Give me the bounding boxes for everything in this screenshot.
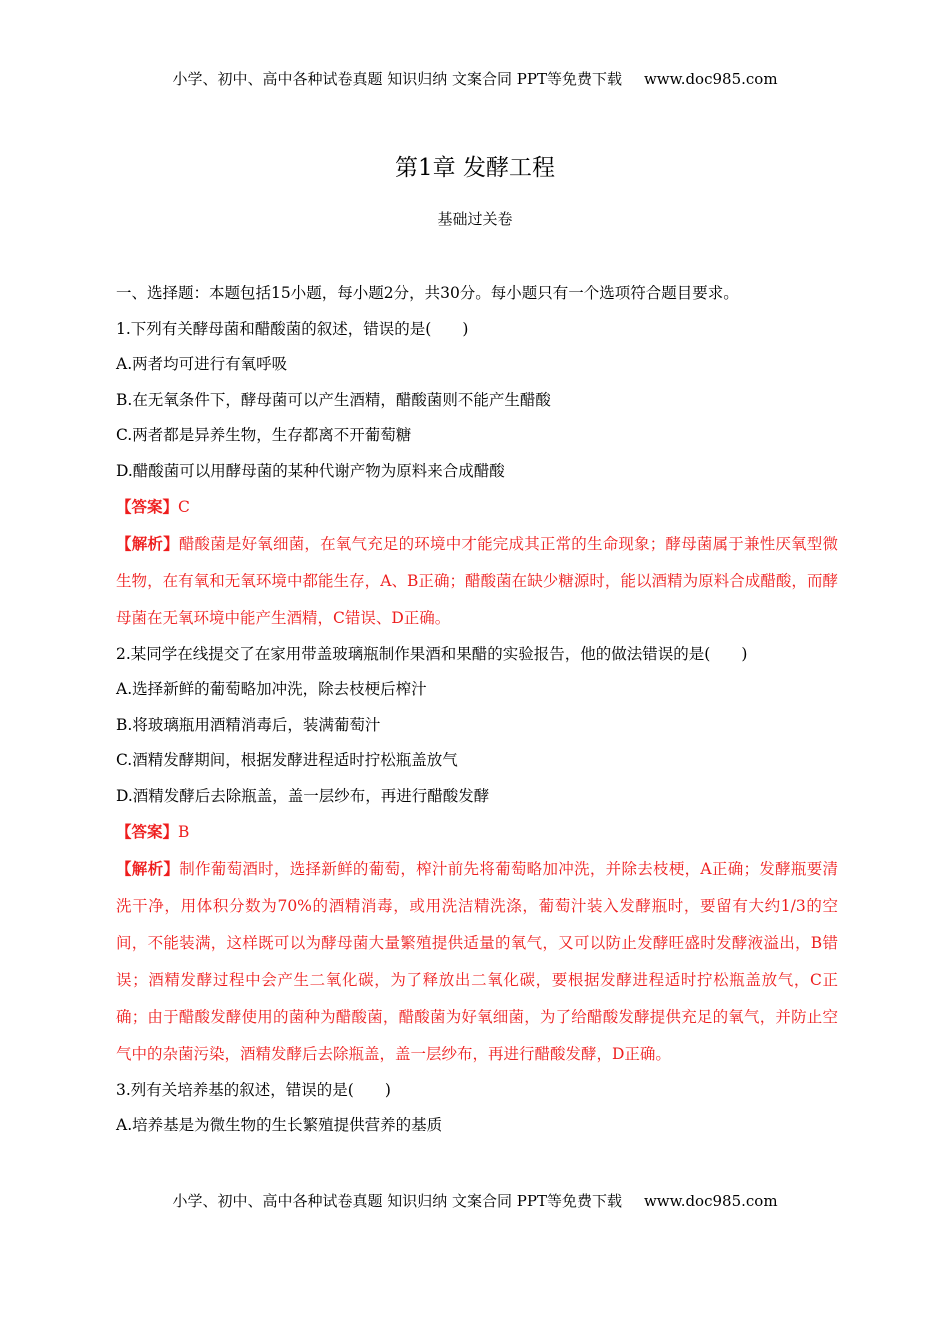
option-a: A.培养基是为微生物的生长繁殖提供营养的基质 bbox=[116, 1116, 443, 1134]
document-body bbox=[116, 276, 838, 1144]
header-text: 小学、初中、高中各种试卷真题 知识归纳 文案合同 PPT等免费下载 bbox=[172, 70, 622, 88]
footer-url[interactable]: www.doc985.com bbox=[643, 1192, 778, 1210]
question-stem: 1.下列有关酵母菌和醋酸菌的叙述，错误的是( ) bbox=[116, 319, 469, 338]
question-3 bbox=[116, 1073, 838, 1144]
header-url[interactable]: www.doc985.com bbox=[643, 70, 778, 88]
answer-value: B bbox=[178, 823, 190, 841]
answer-label: 【答案】 bbox=[116, 822, 179, 841]
page-header bbox=[0, 69, 950, 89]
answer-value: C bbox=[178, 498, 190, 516]
option-d: D.酒精发酵后去除瓶盖，盖一层纱布，再进行醋酸发酵 bbox=[116, 786, 490, 805]
question-2 bbox=[116, 637, 838, 1073]
option-b: B.将玻璃瓶用酒精消毒后，装满葡萄汁 bbox=[116, 715, 381, 734]
analysis-paragraph bbox=[116, 850, 838, 1073]
question-1 bbox=[116, 312, 838, 637]
option-a: A.两者均可进行有氧呼吸 bbox=[116, 355, 288, 373]
answer-line bbox=[116, 814, 838, 850]
footer-text: 小学、初中、高中各种试卷真题 知识归纳 文案合同 PPT等免费下载 bbox=[172, 1192, 622, 1210]
question-stem: 2.某同学在线提交了在家用带盖玻璃瓶制作果酒和果醋的实验报告，他的做法错误的是( ) bbox=[116, 644, 748, 663]
analysis-text: 制作葡萄酒时，选择新鲜的葡萄，榨汁前先将葡萄略加冲洗，并除去枝梗，A正确；发酵瓶要清洗干净，用体积分数为70%的酒精消毒，或用洗洁精洗涤，葡萄汁装入发酵瓶时，要留有大约1/3的空间，不能装满，这样既可以为酵母菌大量繁殖提供适量的氧气，又可以防止发酵旺盛时发酵液溢出，B错误；酒精发酵过程中会产生二氧化碳，为了释放出二氧化碳，要根据发酵进程适时拧松瓶盖放气，C正确；由于醋酸发酵使用的菌种为醋酸菌，醋酸菌为好氧细菌，为了给醋酸发酵提供充足的氧气，并防止空气中的杂菌污染，酒精发酵后去除瓶盖，盖一层纱布，再进行醋酸发酵，D正确。 bbox=[116, 859, 838, 1063]
page-subtitle: 基础过关卷 bbox=[437, 210, 513, 228]
option-c: C.酒精发酵期间，根据发酵进程适时拧松瓶盖放气 bbox=[116, 751, 458, 769]
question-stem: 3.列有关培养基的叙述，错误的是( ) bbox=[116, 1080, 391, 1099]
answer-line bbox=[116, 489, 838, 525]
option-a: A.选择新鲜的葡萄略加冲洗，除去枝梗后榨汁 bbox=[116, 680, 427, 698]
analysis-paragraph bbox=[116, 525, 838, 637]
analysis-label: 【解析】 bbox=[116, 858, 180, 878]
page-footer bbox=[0, 1191, 950, 1211]
option-d: D.醋酸菌可以用酵母菌的某种代谢产物为原料来合成醋酸 bbox=[116, 461, 505, 480]
analysis-text: 醋酸菌是好氧细菌，在氧气充足的环境中才能完成其正常的生命现象；酵母菌属于兼性厌氧型微生物，在有氧和无氧环境中都能生存，A、B正确；醋酸菌在缺少糖源时，能以酒精为原料合成醋酸，而酵母菌在无氧环境中能产生酒精，C错误、D正确。 bbox=[116, 534, 838, 627]
answer-label: 【答案】 bbox=[116, 497, 179, 516]
analysis-label: 【解析】 bbox=[116, 533, 179, 553]
section-instructions: 一、选择题：本题包括15小题，每小题2分，共30分。每小题只有一个选项符合题目要求。 bbox=[116, 284, 739, 302]
option-b: B.在无氧条件下，酵母菌可以产生酒精，醋酸菌则不能产生醋酸 bbox=[116, 390, 551, 409]
option-c: C.两者都是异养生物，生存都离不开葡萄糖 bbox=[116, 426, 412, 444]
page-title: 第1章 发酵工程 bbox=[395, 155, 555, 181]
